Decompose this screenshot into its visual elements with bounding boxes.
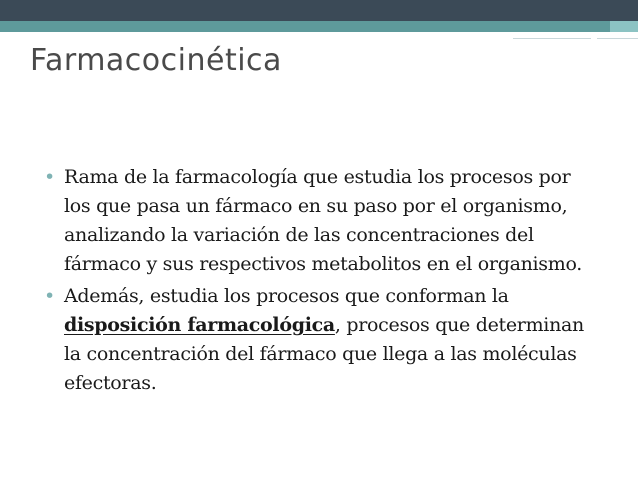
bullet-text-before: Además, estudia los procesos que conforman la [64, 285, 509, 307]
slide-title: Farmacocinética [30, 43, 282, 78]
bullet-text-after: , procesos que determinan la concentración del fármaco que llega a las moléculas efectoras. [64, 314, 584, 394]
slide-top-band [0, 0, 638, 21]
decorative-line-right [597, 38, 638, 39]
bullet-icon: • [44, 285, 55, 307]
decorative-line [513, 38, 591, 39]
bullet-item [38, 282, 598, 398]
emphasized-term: disposición farmacológica [64, 314, 335, 336]
slide-accent-band [0, 21, 638, 32]
bullet-text: Rama de la farmacología que estudia los procesos por los que pasa un fármaco en su paso por el organismo, analizando la variación de las concentraciones del fármaco y sus respectivos metabolitos en el organismo. [64, 166, 583, 275]
bullet-item [38, 163, 598, 279]
bullet-icon: • [44, 166, 55, 188]
bullet-list [38, 163, 598, 401]
